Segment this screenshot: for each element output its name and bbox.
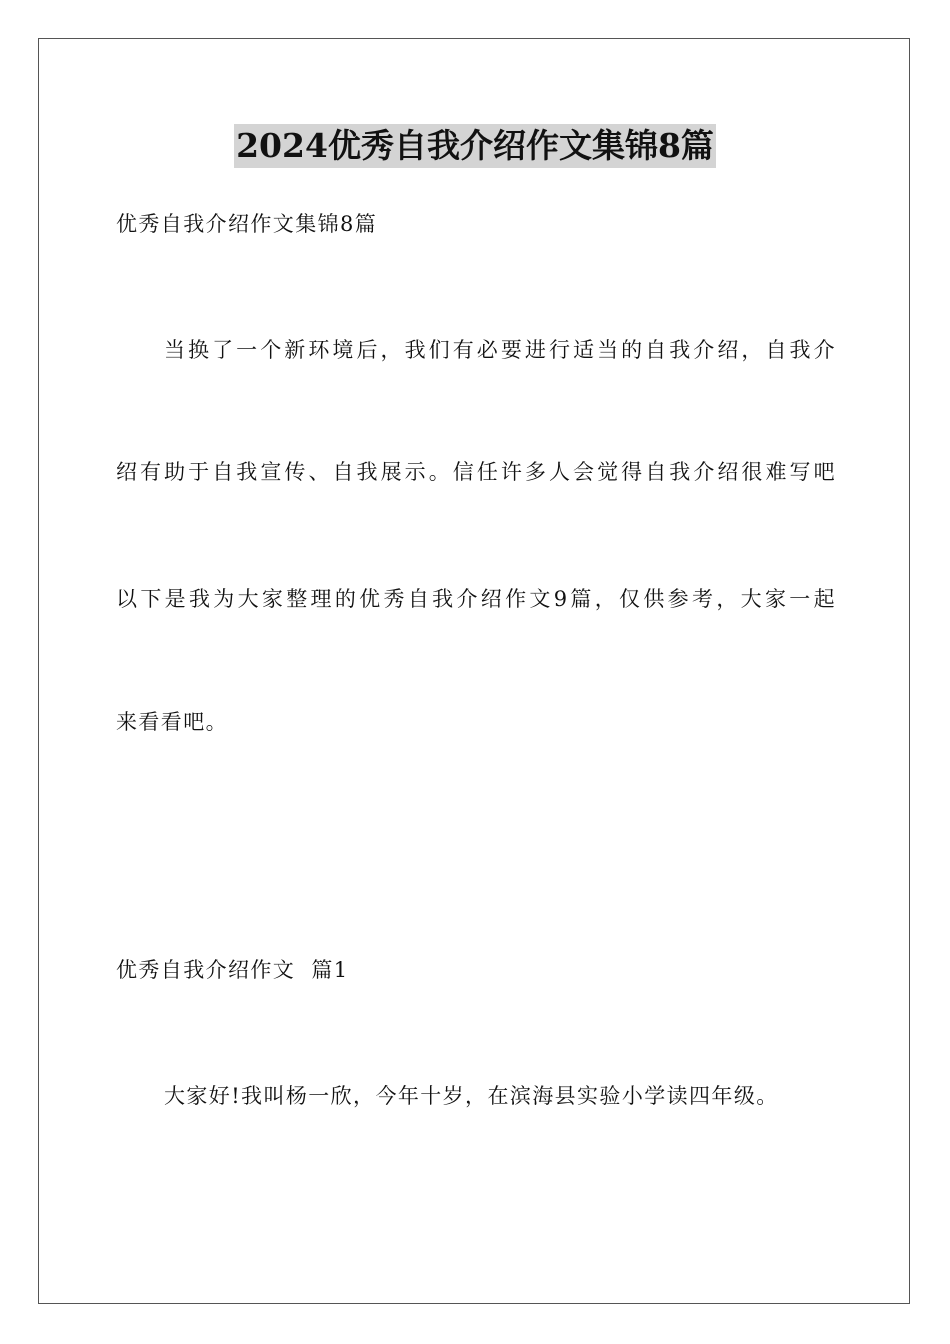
- intro-line-3: 以下是我为大家整理的优秀自我介绍作文9篇，仅供参考，大家一起: [116, 587, 836, 611]
- intro-line-1: 当换了一个新环境后，我们有必要进行适当的自我介绍，自我介: [164, 338, 836, 362]
- intro-line-2: 绍有助于自我宣传、自我展示。信任许多人会觉得自我介绍很难写吧: [116, 460, 836, 484]
- document-subtitle: 优秀自我介绍作文集锦8篇: [116, 212, 378, 236]
- intro-line-4: 来看看吧。: [116, 710, 228, 734]
- section-heading: 优秀自我介绍作文 篇1: [116, 958, 349, 982]
- document-title: 2024优秀自我介绍作文集锦8篇: [234, 124, 716, 168]
- section-paragraph-line: 大家好!我叫杨一欣，今年十岁，在滨海县实验小学读四年级。: [164, 1084, 779, 1108]
- title-container: [0, 124, 950, 168]
